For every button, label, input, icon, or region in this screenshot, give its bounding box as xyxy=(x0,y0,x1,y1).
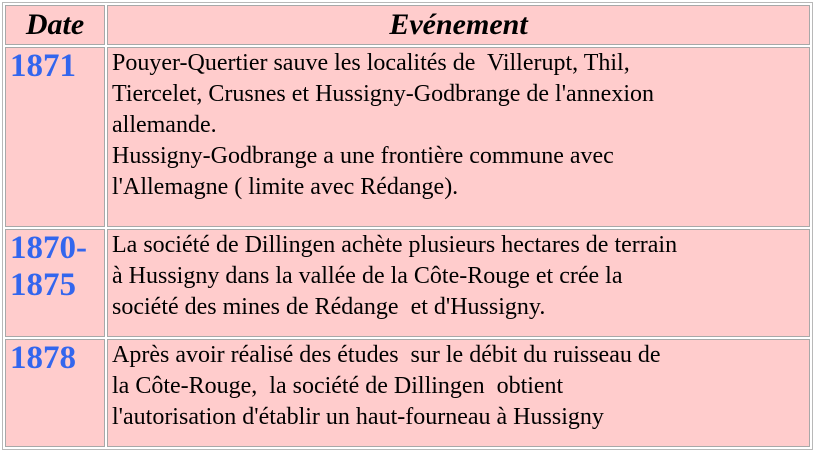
event-cell xyxy=(107,339,810,447)
event-text-line: La société de Dillingen achète plusieurs hectares de terrain xyxy=(112,232,678,258)
event-cell xyxy=(107,47,810,227)
date-cell xyxy=(5,47,105,227)
date-text: 1875 xyxy=(10,267,76,303)
event-text-line: Après avoir réalisé des études sur le débit du ruisseau de xyxy=(112,342,661,368)
event-text-line: Pouyer-Quertier sauve les localités de Villerupt, Thil, xyxy=(112,50,630,76)
timeline-table xyxy=(2,2,813,450)
table-row xyxy=(5,339,810,447)
date-cell xyxy=(5,339,105,447)
date-text: 1870- xyxy=(10,230,87,266)
date-text: 1878 xyxy=(10,340,76,376)
header-row xyxy=(5,5,810,45)
table-row xyxy=(5,229,810,337)
event-text-line: Hussigny-Godbrange a une frontière commune avec xyxy=(112,143,614,169)
event-text-line: Tiercelet, Crusnes et Hussigny-Godbrange de l'annexion xyxy=(112,81,654,107)
event-text-line: allemande. xyxy=(112,112,217,138)
event-text-line: l'Allemagne ( limite avec Rédange). xyxy=(112,174,459,200)
event-text-line: la Côte-Rouge, la société de Dillingen obtient xyxy=(112,373,564,399)
event-text-line: à Hussigny dans la vallée de la Côte-Rouge et crée la xyxy=(112,263,623,289)
event-text-line: l'autorisation d'établir un haut-fourneau à Hussigny xyxy=(112,404,604,430)
event-cell xyxy=(107,229,810,337)
table-row xyxy=(5,47,810,227)
date-text: 1871 xyxy=(10,48,76,84)
date-column-header: Date xyxy=(5,5,105,45)
event-text-line: société des mines de Rédange et d'Hussigny. xyxy=(112,294,546,320)
event-column-header: Evénement xyxy=(107,5,810,45)
date-cell xyxy=(5,229,105,337)
